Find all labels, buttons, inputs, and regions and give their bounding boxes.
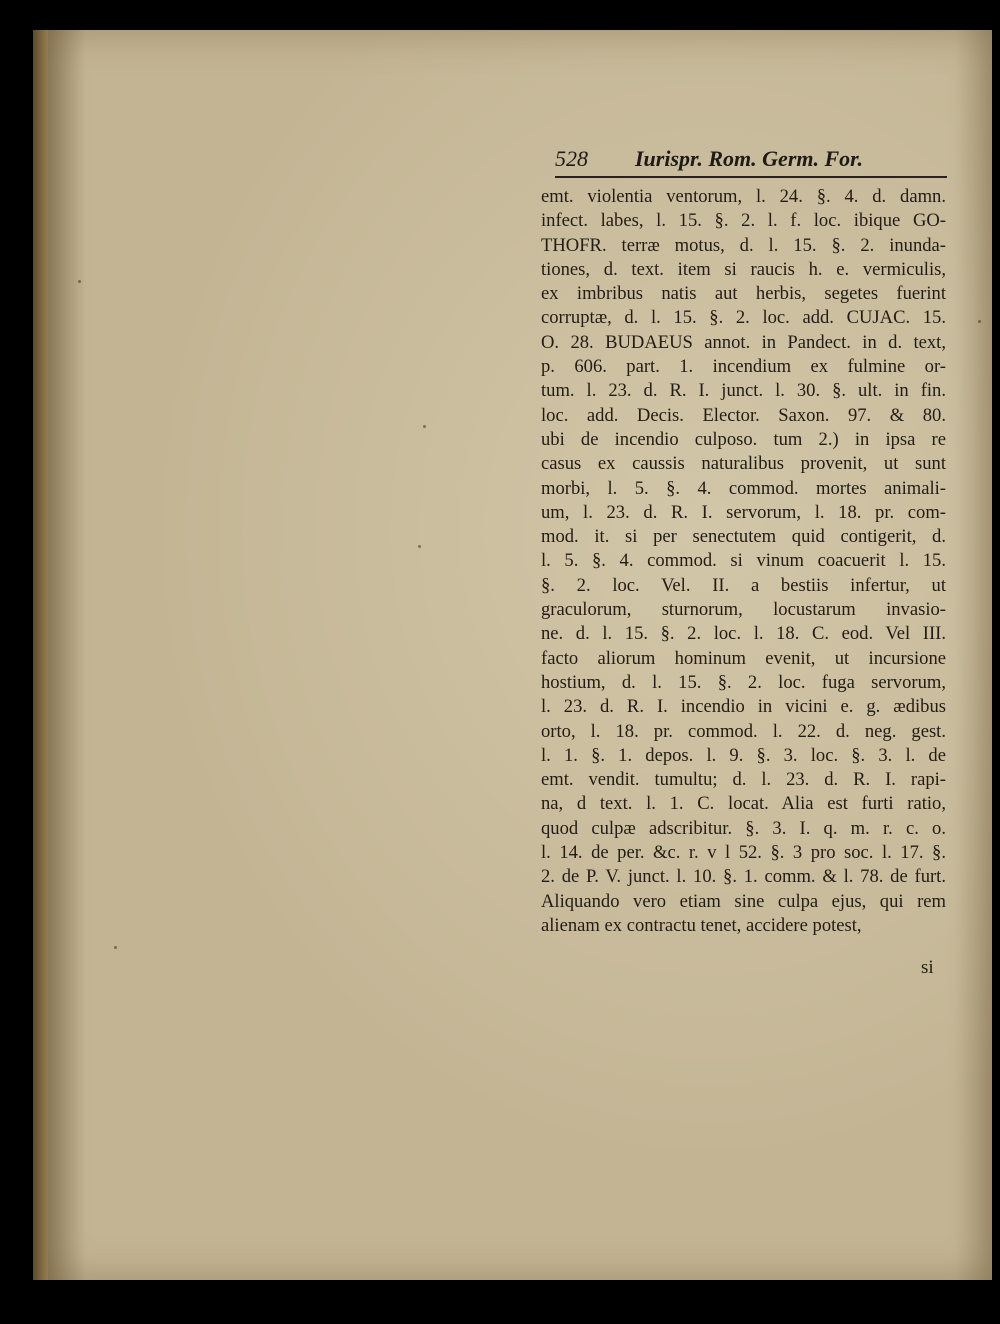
text-line: alienam ex contractu tenet, accidere potest, (541, 914, 862, 936)
paper-speck (78, 280, 81, 283)
paper-speck (423, 425, 426, 428)
text-line: casus ex caussis naturalibus provenit, ut sunt (541, 453, 946, 475)
text-line: tum. l. 23. d. R. I. junct. l. 30. §. ult. in fin. (541, 380, 946, 402)
paper-speck (418, 545, 421, 548)
text-line: p. 606. part. 1. incendium ex fulmine or- (541, 356, 946, 378)
paper-speck (114, 946, 117, 949)
text-line: §. 2. loc. Vel. II. a bestiis infertur, ut (541, 574, 946, 596)
text-line: graculorum, sturnorum, locustarum invasio- (541, 599, 946, 621)
text-line: emt. violentia ventorum, l. 24. §. 4. d. damn. (541, 186, 946, 207)
text-line: morbi, l. 5. §. 4. commod. mortes animali- (541, 477, 946, 499)
text-line: na, d text. l. 1. C. locat. Alia est furti ratio, (541, 793, 946, 815)
text-line: hostium, d. l. 15. §. 2. loc. fuga servorum, (541, 671, 946, 693)
catchword: si (921, 957, 934, 978)
text-line: l. 5. §. 4. commod. si vinum coacuerit l. 15. (541, 550, 946, 572)
text-line: loc. add. Decis. Elector. Saxon. 97. & 80. (541, 404, 946, 426)
text-line: quod culpæ adscribitur. §. 3. I. q. m. r. c. o. (541, 817, 946, 839)
text-line: tiones, d. text. item si raucis h. e. vermiculis, (541, 258, 946, 280)
text-line: l. 23. d. R. I. incendio in vicini e. g. ædibus (541, 696, 946, 718)
text-line: infect. labes, l. 15. §. 2. l. f. loc. ibique GO- (541, 210, 946, 232)
text-line: mod. it. si per senectutem quid contigerit, d. (541, 526, 946, 548)
page-header (555, 142, 947, 178)
text-line: Aliquando vero etiam sine culpa ejus, qui rem (541, 890, 946, 912)
text-line: O. 28. BUDAEUS annot. in Pandect. in d. text, (541, 331, 946, 353)
running-title: Iurispr. Rom. Germ. For. (635, 146, 864, 171)
text-line: 2. de P. V. junct. l. 10. §. 1. comm. & l. 78. de furt. (541, 866, 946, 888)
page-number: 528 (555, 146, 588, 171)
text-line: facto aliorum hominum evenit, ut incursione (541, 647, 946, 669)
text-line: ex imbribus natis aut herbis, segetes fuerint (541, 283, 946, 305)
text-line: ubi de incendio culposo. tum 2.) in ipsa re (541, 428, 946, 450)
text-line: orto, l. 18. pr. commod. l. 22. d. neg. gest. (541, 720, 946, 742)
text-line: corruptæ, d. l. 15. §. 2. loc. add. CUJAC. 15. (541, 307, 946, 329)
text-line: THOFR. terræ motus, d. l. 15. §. 2. inunda- (541, 234, 946, 256)
text-line: l. 14. de per. &c. r. v l 52. §. 3 pro soc. l. 17. §. (541, 842, 946, 864)
body-text (541, 185, 946, 938)
text-line: emt. vendit. tumultu; d. l. 23. d. R. I. rapi- (541, 769, 946, 791)
text-line: l. 1. §. 1. depos. l. 9. §. 3. loc. §. 3. l. de (541, 744, 946, 766)
paper-speck (978, 320, 981, 323)
text-line: ne. d. l. 15. §. 2. loc. l. 18. C. eod. Vel III. (541, 623, 946, 645)
text-line: um, l. 23. d. R. I. servorum, l. 18. pr. com- (541, 501, 946, 523)
